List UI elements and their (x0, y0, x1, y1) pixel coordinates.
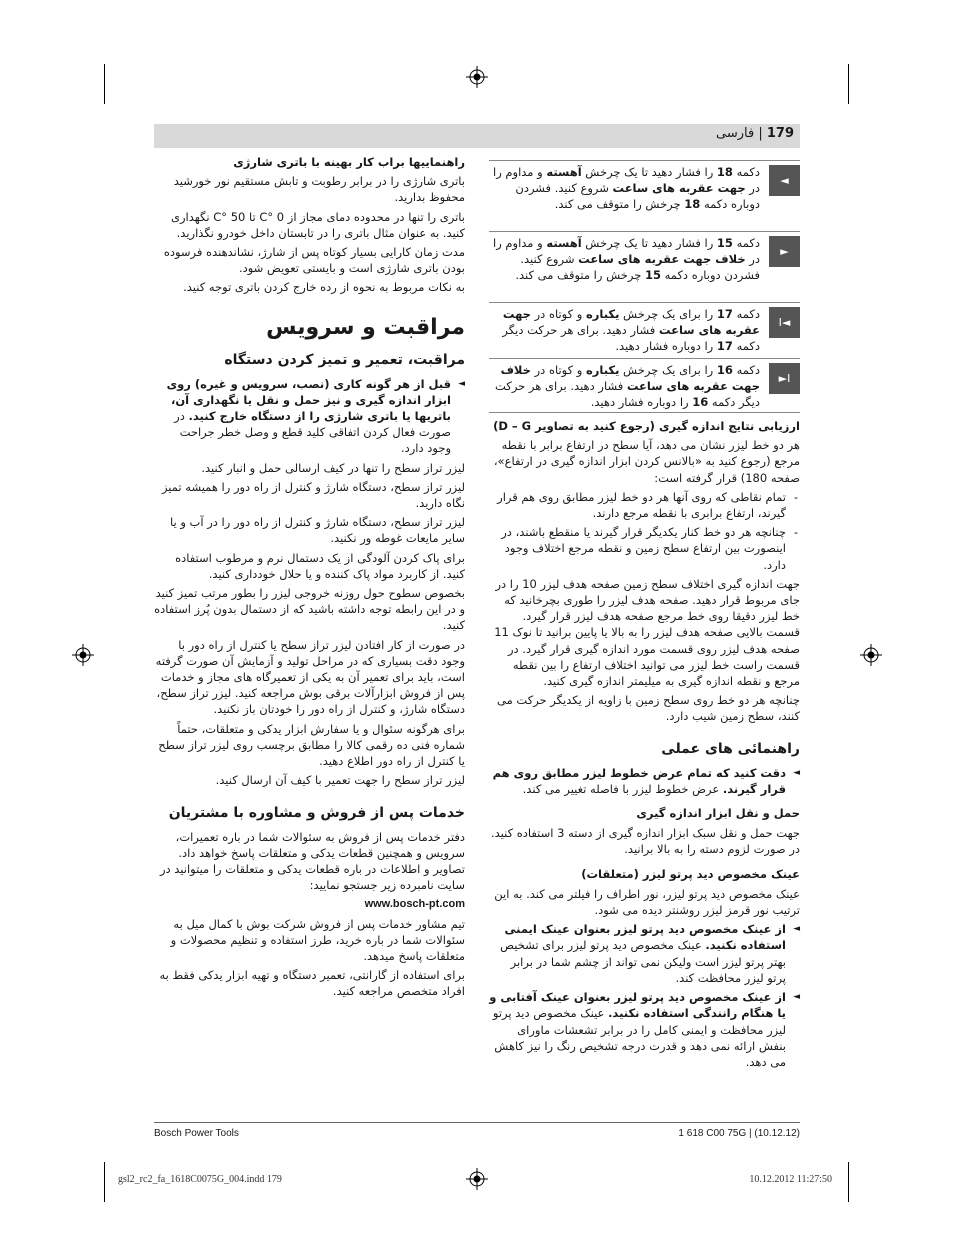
text: فشار دهید. برای هر حرکت دیگر دکمه (502, 323, 760, 353)
button-number: 15 (644, 268, 661, 282)
paragraph: باتری شارژی را در برابر رطوبت و تابش مستقیم نور خورشید محفوظ بدارید. (173, 174, 465, 205)
glasses-text: عینک مخصوص دید پرتو لیزر برای تشخیص بهتر پرتو لیزر است ولیکن نمی تواند از چشم شما در برابر پرتو لیزر محافظت کند. (500, 938, 786, 985)
tips-heading: راهنمائی های عملی (661, 740, 800, 757)
paragraph: مدت زمان کارایی بسیار کوتاه پس از شارژ، نشاندهنده فرسوده بودن باتری شارژی است و بایستی تعویض شود. (163, 245, 465, 276)
paragraph: عینک مخصوص دید پرتو لیزر، نور اطراف را فیلتر می کند. به این ترتیب نور قرمز لیزر روشنتر دیده می شود. (494, 886, 800, 918)
paragraph: چنانچه هر دو خط روی سطح زمین با زاویه از یکدیگر حرکت می کنند، سطح زمین شیب دارد. (497, 693, 800, 724)
emphasis: یکباره (585, 363, 620, 377)
step-ccw-button-icon: I◄ (769, 307, 800, 338)
tip-bullet (489, 765, 800, 797)
transport-heading: حمل و نقل ابزار اندازه گیری (636, 806, 800, 821)
button-number: 16 (692, 395, 709, 409)
button-number: 16 (716, 363, 733, 377)
rotate-ccw-button-icon: ◄ (769, 165, 800, 196)
paragraph: برای هرگونه سئوال و یا سفارش ابزار یدکی و متعلقات، حتماً شماره فنی ده رقمی کالا را مطابق برچسب روی لیزر تراز سطح یا کنترل از راه دور اطلاع دهید. (158, 721, 465, 769)
emphasis: خلاف جهت عقربه های ساعت (500, 363, 760, 393)
header-bar (154, 124, 800, 148)
warning-text: در صورت فعال کردن اتفاقی کلید قطع و وصل خطر جراحت وجود دارد. (174, 409, 451, 456)
glasses-text: عینک مخصوص دید پرتو لیزر محافظت و ایمنی کامل را در برابر تشعشات ماورای بنفش ارائه نمی دهد و قدرت درجه تشخیص رنگ را نیز کاهش می دهد. (492, 1006, 786, 1069)
text: و مداوم را در (493, 165, 760, 195)
button-description (489, 164, 760, 212)
language-label: فارسی (716, 126, 755, 141)
text: را برای یک چرخش (619, 307, 717, 321)
page-header: 179 | فارسی (716, 126, 794, 141)
step-cw-button-icon: ►I (769, 363, 800, 394)
paragraph: بخصوص سطوح حول روزنه خروجی لیزر را بطور مرتب تمیز کنید و در این رابطه توجه داشته باشید که از دستمال بدون پُرز استفاده کنید. (154, 586, 465, 633)
text: دکمه (732, 307, 760, 321)
slug-file: gsl2_rc2_fa_1618C0075G_004.indd 179 (118, 1174, 282, 1185)
emphasis: خلاف جهت عقربه های ساعت (578, 252, 746, 266)
care-heading: مراقبت و سرویس (266, 314, 465, 340)
text: و کوتاه در (530, 307, 586, 321)
button-row (489, 302, 800, 358)
registration-mark-icon (72, 644, 94, 666)
text: را دوباره فشار دهید. (615, 339, 717, 353)
text: شروع کنید. فشردن دوباره دکمه (520, 252, 760, 282)
paragraph: هر دو خط لیزر نشان می دهد، آیا سطح در ارتفاع برابر با نقطه مرجع (رجوع کنید به «بالانس کردن ابزار اندازه گیری در ارتفاع»، صفحه 180) قرار گرفته است: (493, 438, 800, 485)
emphasis: جهت عقربه های ساعت (612, 181, 746, 195)
text: را برای یک چرخش (619, 363, 717, 377)
paragraph: باتری را تنها در محدوده دمای مجاز از 0 °C تا 50 °C نگهداری کنید. به عنوان مثال باتری را در تابستان داخل خودرو نگذارید. (170, 209, 465, 240)
text: شروع کنید. فشردن دوباره دکمه (515, 181, 760, 211)
paragraph: برای پاک کردن آلودگی از یک دستمال نرم و مرطوب استفاده کنید. از کاربرد مواد پاک کننده و یا حلال خودداری کنید. (175, 550, 465, 581)
crop-mark (848, 1162, 849, 1202)
text: را فشار دهید تا یک چرخش (581, 165, 717, 179)
glasses-bullet (489, 989, 800, 1070)
text: و کوتاه در (530, 363, 586, 377)
tip-text: عرض خطوط لیزر با فاصله تغییر می کند. (522, 781, 720, 796)
crop-mark (104, 1162, 105, 1202)
right-column (489, 418, 800, 1073)
paragraph: لیزر تراز سطح را تنها در کیف ارسالی حمل و انبار کنید. (201, 460, 465, 475)
footer-divider (154, 1122, 800, 1123)
button-row (489, 231, 800, 302)
text: و مداوم را در (493, 236, 760, 266)
text: دکمه (732, 236, 760, 250)
paragraph: دفتر خدمات پس از فروش به سئوالات شما در باره تعمیرات، سرویس و همچنین قطعات یدکی و متعلقات پاسخ خواهد داد. تصاویر و اطلاعات در باره قطعات یدکی و متعلقات را میتوانید در سایت نامبرده زیر جستجو نمایید: (159, 829, 465, 893)
glasses-bold: از عینک مخصوص دید پرتو لیزر بعنوان عینک ایمنی استفاده نکنید. (504, 922, 786, 953)
slug-date: 10.12.2012 11:27:50 (749, 1174, 832, 1185)
battery-heading: راهنماییها براب کار بهینه با باتری شارژی (233, 155, 465, 169)
text: چرخش را متوقف می کند. (515, 268, 645, 282)
button-row (489, 160, 800, 231)
text: فشار دهید. برای هر حرکت دیگر دکمه (495, 379, 760, 409)
dash-item: - چنانچه هر دو خط کنار یکدیگر قرار گیرند یا منقطع باشند، در اینصورت بین ارتفاع سطح زمین و نقطه مرجع اختلاف وجود دارد. (489, 524, 800, 573)
paragraph: تیم مشاور خدمات پس از فروش شرکت بوش با کمال میل به سئوالات شما در باره خرید، طرز استفاده و تنظیم محصولات و متعلقات پاسخ میدهد. (170, 916, 465, 963)
paragraph: لیزر تراز سطح را جهت تعمیر با کیف آن ارسال کنید. (215, 773, 465, 788)
button-description (489, 235, 760, 283)
text: را فشار دهید تا یک چرخش (581, 236, 717, 250)
emphasis: آهسته (546, 165, 582, 179)
crop-mark (104, 64, 105, 104)
service-url[interactable]: www.bosch-pt.com (364, 898, 465, 911)
button-number: 18 (684, 197, 701, 211)
emphasis: جهت عقربه های ساعت (502, 307, 760, 337)
paragraph: جهت حمل و نقل سبک ابزار اندازه گیری از دسته 3 استفاده کنید. در صورت لزوم دسته را به بالا برانید. (490, 826, 800, 857)
footer-brand: Bosch Power Tools (154, 1128, 239, 1139)
text: دکمه (732, 165, 760, 179)
footer-doc-number: 1 618 C00 75G | (10.12.12) (678, 1128, 800, 1139)
registration-mark-icon (860, 644, 882, 666)
page-number: 179 (766, 126, 794, 141)
button-number: 17 (716, 307, 733, 321)
registration-mark-icon (466, 1168, 488, 1190)
dash-item: - تمام نقاطی که روی آنها هر دو خط لیزر مطابق روی هم قرار گیرند، ارتفاع برابری با نقطه مرجع دارند. (489, 489, 800, 521)
button-number: 15 (716, 236, 733, 250)
emphasis: آهسته (546, 236, 582, 250)
rotate-cw-button-icon: ► (769, 236, 800, 267)
glasses-heading: عینک مخصوص دید پرتو لیزر (متعلقات) (581, 866, 800, 881)
paragraph: برای استفاده از گارانتی، تعمیر دستگاه و تهیه ابزار یدکی فقط به افراد متخصص مراجعه کنید. (159, 968, 465, 999)
button-number: 18 (716, 165, 733, 179)
warning-bold: قبل از هر گونه کاری (نصب، سرویس و غیره) روی ابزار اندازه گیری و نیز حمل و نقل یا نگهداری آن، باتریها یا باتری شارژی را از دستگاه خارج کنید. (166, 376, 451, 424)
paragraph: به نکات مربوط به نحوه از رده خارج کردن باتری توجه کنید. (183, 280, 465, 295)
button-description (489, 362, 760, 410)
text: چرخش را متوقف می کند. (554, 197, 685, 211)
button-row (489, 358, 800, 413)
text: دکمه (732, 363, 760, 377)
care-subheading: مراقبت، تعمیر و تمیز کردن دستگاه (224, 351, 465, 368)
button-description (489, 306, 760, 354)
service-heading: خدمات پس از فروش و مشاوره با مشتریان (168, 804, 465, 821)
paragraph: لیزر تراز سطح، دستگاه شارژ و کنترل از راه دور را در آب و یا سایر مایعات غوطه ور نکنید. (169, 515, 465, 546)
paragraph: در صورت از کار افتادن لیزر تراز سطح یا کنترل از راه دور با وجود دقت بسیاری که در مراحل تولید و آزمایش آن صورت گرفته است، باید برای تعمیر آن به یکی از تعمیرگاه های مجاز و خدمات پس از فروش ابزارآلات برقی بوش مراجعه کنید. لیزر تراز سطح، دستگاه شارژ، و کنترل از راه دور را خودتان باز نکنید. (155, 637, 465, 717)
button-number: 17 (716, 339, 733, 353)
emphasis: یکباره (585, 307, 620, 321)
glasses-bold: از عینک مخصوص دید پرتو لیزر بعنوان عینک آفتابی و یا هنگام رانندگی استفاده نکنید. (489, 990, 786, 1021)
left-column (154, 154, 465, 1003)
text: را دوباره فشار دهید. (590, 395, 693, 409)
paragraph: لیزر تراز سطح، دستگاه شارژ و کنترل از راه دور را همیشه تمیز نگاه دارید. (161, 479, 465, 511)
tip-bold: دقت کنید که تمام عرض خطوط لیزر مطابق روی هم قرار گیرند. (492, 765, 786, 796)
paragraph: جهت اندازه گیری اختلاف سطح زمین صفحه هدف لیزر 10 را در جای مربوط قرار دهید. صفحه هدف لیزر را طوری بچرخانید که خط لیزر دقیقا روی خط مرجع صفحه هدف لیزر قرار گیرد. قسمت بالایی صفحه هدف لیزر را به بالا یا پایین برانید تا نوک 11 صفحه هدف لیزر روی قسمت مورد اندازه گیری قرار گیرد. در قسمت راست خط لیزر می توانید اختلاف ارتفاع را بین نقطه مرجع و نقطه اندازه گیری به میلیمتر اندازه گیری کنید. (494, 576, 800, 689)
registration-mark-icon (466, 66, 488, 88)
glasses-bullet (489, 921, 800, 986)
evaluation-heading: ارزیابی نتایج اندازه گیری (رجوع کنید به تصاویر D – G) (493, 419, 800, 433)
crop-mark (848, 64, 849, 104)
warning-bullet (154, 376, 465, 457)
